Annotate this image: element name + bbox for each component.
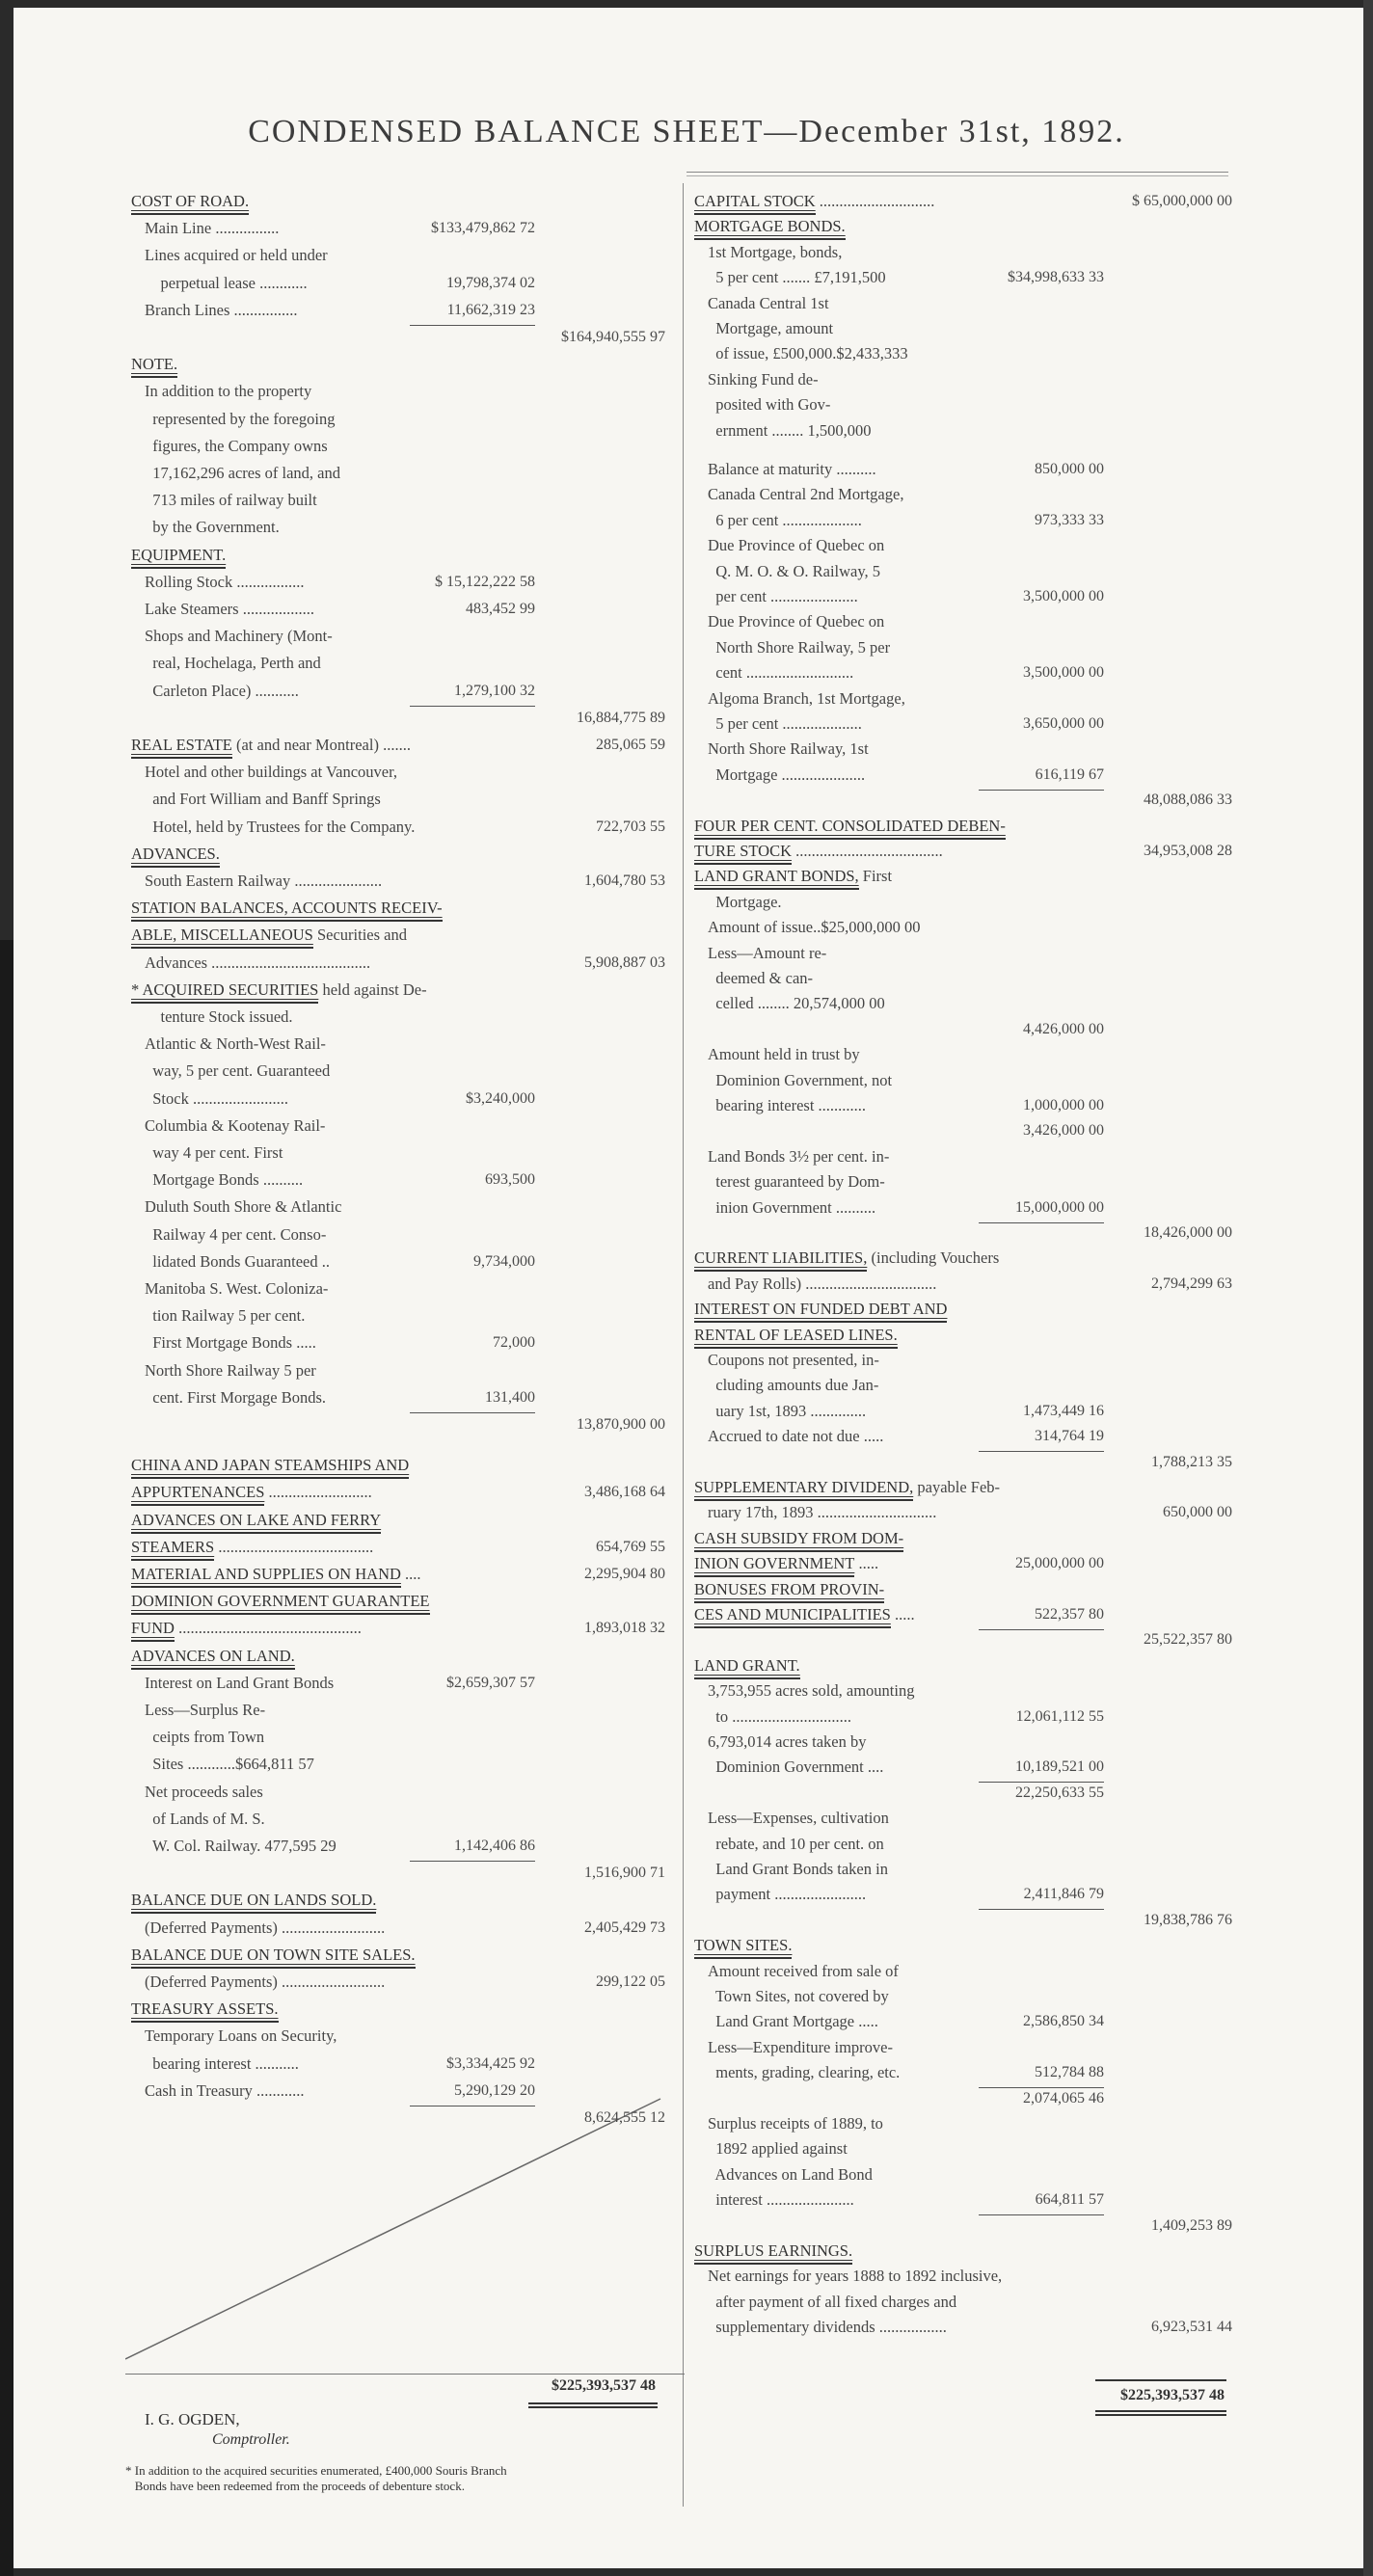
line-text: 1892 applied against xyxy=(708,2139,848,2159)
diagonal-rule xyxy=(125,2097,665,2362)
line-text: Due Province of Quebec on xyxy=(708,612,885,631)
section-heading: TURE STOCK xyxy=(694,842,792,860)
heading-rule xyxy=(131,1532,381,1534)
line-text: celled ........ 20,574,000 00 xyxy=(708,994,885,1013)
section-heading: STEAMERS xyxy=(131,1537,215,1556)
line-text: ruary 17th, 1893 .............................. xyxy=(708,1503,937,1522)
amount-outer: 1,893,018 32 xyxy=(584,1620,665,1637)
line-text: inion Government .......... xyxy=(708,1197,876,1217)
title-rule xyxy=(686,172,1228,173)
heading-rule xyxy=(131,1912,376,1914)
line-text: South Eastern Railway ...................... xyxy=(145,872,383,890)
section-heading: * ACQUIRED SECURITIES xyxy=(131,979,319,999)
line-text: ments, grading, clearing, etc. xyxy=(708,2063,901,2082)
line-text: Atlantic & North-West Rail- xyxy=(145,1034,326,1054)
line-text: Branch Lines ................ xyxy=(145,300,298,319)
line-text: Amount of issue..$25,000,000 00 xyxy=(708,918,921,937)
line-text: Land Grant Bonds taken in xyxy=(708,1860,888,1878)
line-text: Balance at maturity .......... xyxy=(708,460,876,478)
line-text: 6 per cent .................... xyxy=(708,510,862,529)
line-text: Due Province of Quebec on xyxy=(708,536,885,555)
right-total-double-rule-2 xyxy=(1095,2414,1226,2416)
amount-outer: 1,409,253 89 xyxy=(1151,2216,1232,2234)
amount-outer: 285,065 59 xyxy=(596,737,665,753)
amount-inner: 693,500 xyxy=(485,1171,535,1189)
section-heading: TREASURY ASSETS. xyxy=(131,1999,279,2019)
amount-outer: 19,838,786 76 xyxy=(1144,1911,1232,1928)
line-text: Land Grant Mortgage ..... xyxy=(708,2012,878,2031)
line-text: represented by the foregoing xyxy=(145,409,336,428)
line-text: Surplus receipts of 1889, to xyxy=(708,2114,883,2133)
line-text: tion Railway 5 per cent. xyxy=(145,1306,306,1326)
amount-inner: 19,798,374 02 xyxy=(446,274,535,291)
amount-outer: $ 65,000,000 00 xyxy=(1132,193,1232,209)
amount-inner: 664,811 57 xyxy=(1035,2191,1104,2209)
line-text: and Pay Rolls) ................................. xyxy=(708,1274,937,1293)
line-text: 3,753,955 acres sold, amounting xyxy=(708,1681,915,1701)
line-text: Temporary Loans on Security, xyxy=(145,2026,337,2046)
amount-inner: 10,189,521 00 xyxy=(1015,1758,1104,1776)
line-text: bearing interest ............ xyxy=(708,1096,867,1114)
line-text: Mortgage ..................... xyxy=(708,765,866,784)
scan-edge-right xyxy=(1363,0,1373,2576)
line-text: after payment of all fixed charges and xyxy=(708,2292,957,2311)
section-heading: DOMINION GOVERNMENT GUARANTEE xyxy=(131,1592,430,1611)
line-text: posited with Gov- xyxy=(708,395,831,415)
line-text: bearing interest ........... xyxy=(145,2053,299,2073)
amount-outer: 654,769 55 xyxy=(596,1538,665,1555)
line-text: 5 per cent .................... xyxy=(708,714,862,733)
section-heading: CASH SUBSIDY FROM DOM- xyxy=(694,1528,904,1547)
section-heading: EQUIPMENT. xyxy=(131,545,227,564)
amount-inner: 850,000 00 xyxy=(1035,461,1104,477)
section-heading: RENTAL OF LEASED LINES. xyxy=(694,1325,898,1344)
line-text: deemed & can- xyxy=(708,969,814,987)
section-heading: COST OF ROAD. xyxy=(131,192,250,210)
amount-outer: 48,088,086 33 xyxy=(1144,792,1232,809)
line-text: Main Line ................ xyxy=(145,219,280,238)
amount-inner: 22,250,633 55 xyxy=(1015,1784,1104,1801)
line-text: Less—Amount re- xyxy=(708,943,827,962)
heading-rule xyxy=(131,1002,318,1004)
section-heading: ABLE, MISCELLANEOUS xyxy=(131,926,313,945)
section-heading: ADVANCES ON LAND. xyxy=(131,1646,295,1665)
line-text: and Fort William and Banff Springs xyxy=(145,790,381,809)
line-text: Less—Expenditure improve- xyxy=(708,2037,893,2056)
section-heading: NOTE. xyxy=(131,355,178,374)
line-text: Net proceeds sales xyxy=(145,1782,263,1801)
section-heading: CAPITAL STOCK xyxy=(694,192,816,210)
amount-inner: 3,500,000 00 xyxy=(1023,588,1104,604)
line-text: In addition to the property xyxy=(145,382,312,401)
section-heading: LAND GRANT BONDS, xyxy=(694,867,859,886)
amount-outer: 13,870,900 00 xyxy=(577,1416,665,1433)
left-total-double-rule-2 xyxy=(528,2406,658,2408)
amount-inner: 25,000,000 00 xyxy=(1015,1555,1104,1572)
line-text: Amount held in trust by xyxy=(708,1045,860,1064)
left-total-double-rule xyxy=(528,2402,658,2404)
amount-outer: 3,486,168 64 xyxy=(584,1484,665,1501)
amount-outer: 5,908,887 03 xyxy=(584,953,665,971)
line-text: supplementary dividends ................. xyxy=(708,2318,947,2337)
amount-outer: 8,624,555 12 xyxy=(584,2109,665,2126)
line-text: cluding amounts due Jan- xyxy=(708,1376,879,1395)
line-text: cent. First Morgage Bonds. xyxy=(145,1387,327,1407)
line-text: way, 5 per cent. Guaranteed xyxy=(145,1061,331,1081)
section-heading: SURPLUS EARNINGS. xyxy=(694,2241,853,2260)
line-text: Coupons not presented, in- xyxy=(708,1351,879,1369)
line-text: North Shore Railway, 5 per xyxy=(708,637,891,657)
line-text: .............................................. xyxy=(174,1619,362,1638)
line-text: Mortgage, amount xyxy=(708,319,834,337)
line-text: North Shore Railway, 1st xyxy=(708,739,869,759)
line-text: Less—Surplus Re- xyxy=(145,1701,266,1719)
scan-edge-strip xyxy=(0,940,13,2576)
amount-inner: 131,400 xyxy=(485,1388,535,1406)
line-text: tenture Stock issued. xyxy=(145,1007,293,1026)
heading-rule xyxy=(131,2021,279,2023)
amount-inner: 512,784 88 xyxy=(1035,2064,1104,2081)
line-text: per cent ...................... xyxy=(708,587,858,605)
amount-inner: 616,119 67 xyxy=(1035,765,1104,783)
amount-outer: 18,426,000 00 xyxy=(1144,1224,1232,1241)
heading-rule xyxy=(131,567,226,569)
amount-outer: 722,703 55 xyxy=(596,818,665,835)
amount-outer: 16,884,775 89 xyxy=(577,709,665,726)
line-text: to .............................. xyxy=(708,1706,851,1726)
line-text: Canada Central 2nd Mortgage, xyxy=(708,485,904,504)
heading-rule xyxy=(131,920,443,922)
line-text: Lake Steamers .................. xyxy=(145,600,314,618)
amount-inner: 9,734,000 xyxy=(473,1252,535,1270)
line-text: Canada Central 1st xyxy=(708,293,829,312)
line-text: Dominion Government .... xyxy=(708,1758,884,1777)
line-text: figures, the Company owns xyxy=(145,436,328,455)
line-text: Land Bonds 3½ per cent. in- xyxy=(708,1146,890,1166)
line-text: Railway 4 per cent. Conso- xyxy=(145,1224,327,1244)
amount-outer: 25,522,357 80 xyxy=(1144,1631,1232,1649)
amount-outer: 299,122 05 xyxy=(596,1973,665,1990)
line-text: Shops and Machinery (Mont- xyxy=(145,627,333,646)
amount-inner: 483,452 99 xyxy=(466,601,535,617)
heading-rule xyxy=(131,213,249,215)
line-text: Less—Expenses, cultivation xyxy=(708,1809,889,1828)
line-text: Amount received from sale of xyxy=(708,1961,899,1980)
heading-rule xyxy=(131,1504,264,1506)
line-text: held against De- xyxy=(318,979,427,999)
section-heading: CURRENT LIABILITIES, xyxy=(694,1248,868,1268)
line-text: Columbia & Kootenay Rail- xyxy=(145,1115,326,1135)
heading-rule xyxy=(131,947,313,949)
line-text: of Lands of M. S. xyxy=(145,1809,265,1828)
line-text: 713 miles of railway built xyxy=(145,491,317,510)
heading-rule xyxy=(131,1559,214,1561)
amount-inner: 11,662,319 23 xyxy=(446,301,535,318)
line-text: Interest on Land Grant Bonds xyxy=(145,1673,335,1692)
heading-rule xyxy=(131,1586,401,1588)
line-text: Algoma Branch, 1st Mortgage, xyxy=(708,688,905,708)
line-text: ceipts from Town xyxy=(145,1728,265,1747)
section-heading: ADVANCES. xyxy=(131,844,220,863)
line-text: 1st Mortgage, bonds, xyxy=(708,242,843,261)
section-heading: TOWN SITES. xyxy=(694,1936,793,1955)
line-text: (Deferred Payments) .......................... xyxy=(145,1972,386,1991)
section-heading: STATION BALANCES, ACCOUNTS RECEIV- xyxy=(131,899,443,918)
line-text: payable Feb- xyxy=(913,1478,1001,1496)
section-heading: MORTGAGE BONDS. xyxy=(694,217,846,236)
section-heading: BALANCE DUE ON LANDS SOLD. xyxy=(131,1891,377,1910)
amount-inner: 3,500,000 00 xyxy=(1023,664,1104,682)
amount-inner: 2,411,846 79 xyxy=(1023,1886,1104,1903)
line-text: Advances on Land Bond xyxy=(708,2164,873,2184)
right-grand-total: $225,393,537 48 xyxy=(1120,2387,1225,2403)
line-text: ernment ........ 1,500,000 xyxy=(708,420,872,440)
signature-role: Comptroller. xyxy=(212,2431,290,2448)
amount-outer: 1,516,900 71 xyxy=(584,1865,665,1882)
section-heading: INTEREST ON FUNDED DEBT AND xyxy=(694,1300,948,1319)
line-text: of issue, £500,000.$2,433,333 xyxy=(708,344,908,363)
amount-outer: 650,000 00 xyxy=(1163,1504,1232,1521)
line-text: First Mortgage Bonds ..... xyxy=(145,1333,316,1353)
section-heading: BALANCE DUE ON TOWN SITE SALES. xyxy=(131,1945,416,1964)
line-text: ..................................... xyxy=(792,842,943,860)
amount-inner: 12,061,112 55 xyxy=(1015,1707,1104,1725)
section-heading: ADVANCES ON LAKE AND FERRY xyxy=(131,1510,382,1529)
heading-rule xyxy=(131,1967,416,1969)
title-rule-2 xyxy=(686,175,1228,176)
line-text: ............................. xyxy=(815,192,935,210)
line-text: payment ....................... xyxy=(708,1885,867,1904)
amount-outer: 6,923,531 44 xyxy=(1151,2319,1232,2336)
line-text: Net earnings for years 1888 to 1892 inclusive, xyxy=(708,2267,1003,2286)
section-heading: FOUR PER CENT. CONSOLIDATED DEBEN- xyxy=(694,816,1006,835)
right-total-rule-top xyxy=(1095,2379,1226,2381)
heading-rule xyxy=(131,866,220,868)
amount-inner: 1,000,000 00 xyxy=(1023,1097,1104,1114)
line-text: Stock ........................ xyxy=(145,1088,288,1108)
heading-rule xyxy=(131,376,177,378)
line-text: First xyxy=(858,867,893,886)
amount-inner: 973,333 33 xyxy=(1035,511,1104,528)
amount-inner: 3,650,000 00 xyxy=(1023,715,1104,732)
line-text: rebate, and 10 per cent. on xyxy=(708,1834,884,1853)
amount-inner: 4,426,000 00 xyxy=(1023,1020,1104,1037)
line-text: 6,793,014 acres taken by xyxy=(708,1732,867,1751)
section-heading: SUPPLEMENTARY DIVIDEND, xyxy=(694,1478,914,1496)
line-text: (at and near Montreal) ....... xyxy=(231,736,411,754)
line-text: .... xyxy=(400,1565,421,1583)
section-heading: REAL ESTATE xyxy=(131,736,232,754)
line-text: Mortgage Bonds .......... xyxy=(145,1170,304,1190)
line-text: Mortgage. xyxy=(708,892,782,911)
amount-outer: $164,940,555 97 xyxy=(561,329,665,345)
line-text: by the Government. xyxy=(145,518,280,537)
line-text: cent ........................... xyxy=(708,663,854,683)
section-heading: BONUSES FROM PROVIN- xyxy=(694,1579,885,1598)
amount-inner: 2,586,850 34 xyxy=(1023,2013,1104,2030)
amount-outer: 1,788,213 35 xyxy=(1151,1453,1232,1470)
heading-rule xyxy=(131,757,232,759)
section-heading: CHINA AND JAPAN STEAMSHIPS AND xyxy=(131,1456,410,1475)
amount-inner: $2,659,307 57 xyxy=(446,1674,535,1691)
amount-inner: 1,473,449 16 xyxy=(1023,1402,1104,1419)
amount-inner: 5,290,129 20 xyxy=(454,2081,535,2099)
left-grand-total: $225,393,537 48 xyxy=(552,2377,656,2394)
line-text: perpetual lease ............ xyxy=(145,273,308,292)
line-text: Advances ........................................ xyxy=(145,953,371,972)
heading-rule xyxy=(131,1668,295,1670)
section-heading: INION GOVERNMENT xyxy=(694,1554,855,1573)
line-text: 5 per cent ....... £7,191,500 xyxy=(708,268,886,287)
heading-rule xyxy=(131,1613,430,1615)
line-text: Securities and xyxy=(312,926,407,945)
heading-rule xyxy=(694,1626,891,1628)
line-text: ....................................... xyxy=(214,1537,374,1556)
line-text: .......................... xyxy=(264,1483,372,1502)
line-text: (including Vouchers xyxy=(867,1248,1000,1268)
line-text: ..... xyxy=(854,1554,879,1573)
right-total-double-rule xyxy=(1095,2410,1226,2412)
footnote: * In addition to the acquired securities enumerated, £400,000 Souris Branch Bonds have been redeemed from the proceeds of debenture stock. xyxy=(125,2463,507,2493)
line-text: Cash in Treasury ............ xyxy=(145,2080,305,2100)
amount-inner: $34,998,633 33 xyxy=(1008,269,1104,286)
heading-rule xyxy=(131,1640,175,1642)
line-text: (Deferred Payments) .......................... xyxy=(145,1918,386,1937)
amount-inner: 314,764 19 xyxy=(1035,1428,1104,1445)
section-heading: LAND GRANT. xyxy=(694,1655,800,1675)
amount-outer: 1,604,780 53 xyxy=(584,872,665,889)
amount-outer: 34,953,008 28 xyxy=(1144,843,1232,859)
amount-inner: 2,074,065 46 xyxy=(1023,2089,1104,2106)
column-divider xyxy=(683,183,684,2507)
line-text: Manitoba S. West. Coloniza- xyxy=(145,1279,329,1298)
line-text: way 4 per cent. First xyxy=(145,1143,283,1162)
line-text: Dominion Government, not xyxy=(708,1070,893,1089)
line-text: Town Sites, not covered by xyxy=(708,1987,889,2005)
amount-inner: 522,357 80 xyxy=(1035,1606,1104,1623)
amount-inner: 1,279,100 32 xyxy=(454,682,535,699)
heading-rule xyxy=(131,1477,409,1479)
line-text: Carleton Place) ........... xyxy=(145,681,299,700)
line-text: Rolling Stock ................. xyxy=(145,572,305,591)
amount-inner: $133,479,862 72 xyxy=(431,220,535,237)
line-text: Hotel, held by Trustees for the Company. xyxy=(145,817,416,836)
page-title: CONDENSED BALANCE SHEET—December 31st, 1892. xyxy=(248,114,1125,149)
line-text: terest guaranteed by Dom- xyxy=(708,1172,885,1192)
line-text: Sinking Fund de- xyxy=(708,369,819,389)
line-text: Lines acquired or held under xyxy=(145,246,328,265)
amount-inner: $3,334,425 92 xyxy=(446,2054,535,2072)
line-text: W. Col. Railway. 477,595 29 xyxy=(145,1837,337,1855)
section-heading: APPURTENANCES xyxy=(131,1483,265,1502)
line-text: Sites ............$664,811 57 xyxy=(145,1755,314,1774)
line-text: Duluth South Shore & Atlantic xyxy=(145,1197,342,1217)
amount-outer: 2,295,904 80 xyxy=(584,1566,665,1582)
line-text: Accrued to date not due ..... xyxy=(708,1427,884,1446)
amount-outer: 2,405,429 73 xyxy=(584,1919,665,1936)
line-text: lidated Bonds Guaranteed .. xyxy=(145,1251,330,1271)
amount-inner: $3,240,000 xyxy=(466,1089,535,1107)
line-text: North Shore Railway 5 per xyxy=(145,1360,316,1380)
amount-inner: 15,000,000 00 xyxy=(1015,1198,1104,1216)
line-text: uary 1st, 1893 .............. xyxy=(708,1401,867,1420)
section-heading: MATERIAL AND SUPPLIES ON HAND xyxy=(131,1565,401,1583)
amount-outer: 2,794,299 63 xyxy=(1151,1275,1232,1292)
line-text: Q. M. O. & O. Railway, 5 xyxy=(708,561,881,580)
line-text: Hotel and other buildings at Vancouver, xyxy=(145,763,398,782)
amount-inner: $ 15,122,222 58 xyxy=(435,573,535,590)
line-text: ..... xyxy=(890,1605,915,1623)
section-heading: FUND xyxy=(131,1619,175,1638)
line-text: interest ...................... xyxy=(708,2190,854,2210)
amount-inner: 1,142,406 86 xyxy=(454,1838,535,1854)
amount-inner: 3,426,000 00 xyxy=(1023,1122,1104,1140)
amount-inner: 72,000 xyxy=(493,1334,535,1352)
line-text: 17,162,296 acres of land, and xyxy=(145,464,340,482)
line-text: real, Hochelaga, Perth and xyxy=(145,654,321,673)
signature-name: I. G. OGDEN, xyxy=(145,2410,240,2428)
section-heading: CES AND MUNICIPALITIES xyxy=(694,1605,891,1623)
